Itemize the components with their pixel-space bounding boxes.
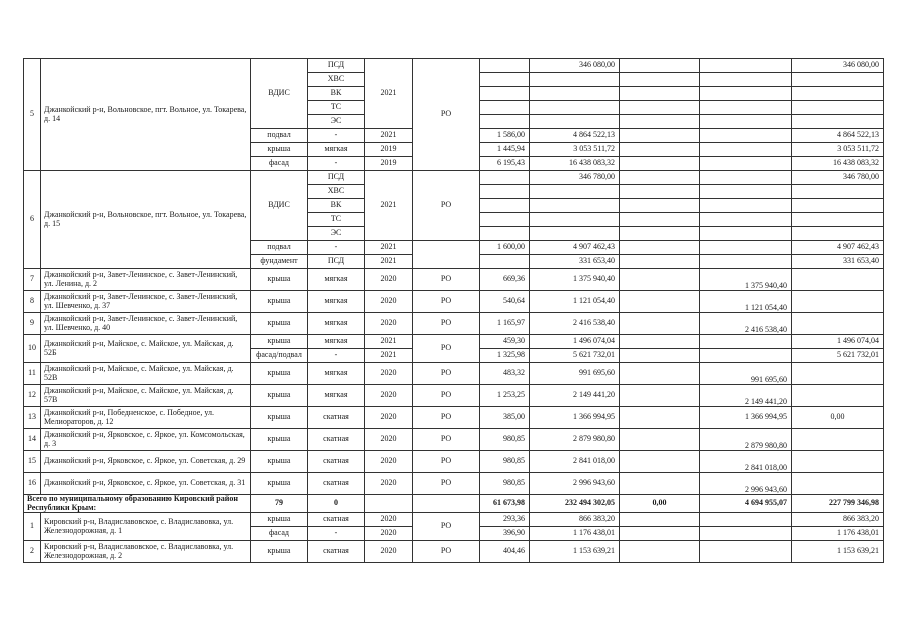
area-cell: 1 325,98 <box>480 349 530 363</box>
total-cell: 1 366 994,95 <box>530 407 620 429</box>
table-row <box>24 313 884 335</box>
col8-cell: 2 841 018,00 <box>700 451 792 473</box>
element-cell: крыша <box>251 513 308 527</box>
last-cell <box>792 385 884 407</box>
area-cell: 1 586,00 <box>480 129 530 143</box>
year-cell: 2020 <box>365 385 413 407</box>
summary-count: 79 <box>251 495 308 513</box>
row-number: 7 <box>24 269 41 291</box>
year-cell: 2020 <box>365 407 413 429</box>
subtype-cell: мягкая <box>308 363 365 385</box>
repair-program-table <box>23 58 884 563</box>
year-cell: 2020 <box>365 473 413 495</box>
table-row <box>24 335 884 349</box>
source-cell: РО <box>413 513 480 541</box>
subtype-cell: - <box>308 241 365 255</box>
address-cell: Джанкойский р-н, Ярковское, с. Яркое, ул. Советская, д. 31 <box>41 473 251 495</box>
subtype-cell: - <box>308 349 365 363</box>
element-cell: крыша <box>251 335 308 349</box>
area-cell: 669,36 <box>480 269 530 291</box>
summary-total: 232 494 302,05 <box>530 495 620 513</box>
last-cell: 4 907 462,43 <box>792 241 884 255</box>
element-cell: крыша <box>251 451 308 473</box>
total-cell: 1 176 438,01 <box>530 527 620 541</box>
last-cell: 4 864 522,13 <box>792 129 884 143</box>
source-cell: РО <box>413 363 480 385</box>
area-cell: 1 253,25 <box>480 385 530 407</box>
element-cell: подвал <box>251 129 308 143</box>
subtype-cell: скатная <box>308 541 365 563</box>
area-cell: 385,00 <box>480 407 530 429</box>
summary-col7: 0,00 <box>620 495 700 513</box>
source-cell: РО <box>413 451 480 473</box>
element-cell: ВДИС <box>251 59 308 129</box>
source-cell: РО <box>413 429 480 451</box>
year-cell: 2021 <box>365 349 413 363</box>
year-cell: 2020 <box>365 269 413 291</box>
summary-area: 61 673,98 <box>480 495 530 513</box>
subtype-cell: мягкая <box>308 291 365 313</box>
summary-row <box>24 495 884 513</box>
total-cell: 4 864 522,13 <box>530 129 620 143</box>
area-cell: 980,85 <box>480 451 530 473</box>
element-cell: крыша <box>251 363 308 385</box>
row-number: 10 <box>24 335 41 363</box>
col7-cell <box>620 59 700 73</box>
table-row <box>24 451 884 473</box>
year-cell: 2021 <box>365 241 413 255</box>
year-cell: 2020 <box>365 363 413 385</box>
subtype-cell: - <box>308 157 365 171</box>
address-cell: Джанкойский р-н, Вольновское, пгт. Вольное, ул. Токарева, д. 15 <box>41 171 251 269</box>
row-number: 14 <box>24 429 41 451</box>
address-cell: Джанкойский р-н, Майское, с. Майское, ул. Майская, д. 52В <box>41 363 251 385</box>
element-cell: крыша <box>251 385 308 407</box>
element-cell: подвал <box>251 241 308 255</box>
table-row <box>24 429 884 451</box>
subtype-cell: мягкая <box>308 143 365 157</box>
address-cell: Кировский р-н, Владиславовское, с. Владиславовка, ул. Железнодорожная, д. 1 <box>41 513 251 541</box>
subtype-cell: ХВС <box>308 185 365 199</box>
area-cell: 459,30 <box>480 335 530 349</box>
total-cell: 5 621 732,01 <box>530 349 620 363</box>
year-cell: 2020 <box>365 429 413 451</box>
total-cell: 1 121 054,40 <box>530 291 620 313</box>
col8-cell: 2 416 538,40 <box>700 313 792 335</box>
element-cell: фасад/подвал <box>251 349 308 363</box>
element-cell: фасад <box>251 157 308 171</box>
subtype-cell: скатная <box>308 429 365 451</box>
element-cell: фасад <box>251 527 308 541</box>
address-cell: Кировский р-н, Владиславовское, с. Владиславовка, ул. Железнодорожная, д. 2 <box>41 541 251 563</box>
table-row <box>24 513 884 527</box>
source-cell: РО <box>413 59 480 171</box>
last-cell: 5 621 732,01 <box>792 349 884 363</box>
subtype-cell: ТС <box>308 101 365 115</box>
last-cell <box>792 363 884 385</box>
total-cell: 1 153 639,21 <box>530 541 620 563</box>
total-cell: 2 149 441,20 <box>530 385 620 407</box>
col8-cell: 1 375 940,40 <box>700 269 792 291</box>
area-cell: 1 600,00 <box>480 241 530 255</box>
source-cell: РО <box>413 171 480 241</box>
col8-cell: 1 366 994,95 <box>700 407 792 429</box>
total-cell: 1 496 074,04 <box>530 335 620 349</box>
subtype-cell: мягкая <box>308 385 365 407</box>
address-cell: Джанкойский р-н, Вольновское, пгт. Вольное, ул. Токарева, д. 14 <box>41 59 251 171</box>
element-cell: крыша <box>251 313 308 335</box>
col8-cell: 1 121 054,40 <box>700 291 792 313</box>
source-cell: РО <box>413 269 480 291</box>
year-cell: 2019 <box>365 143 413 157</box>
subtype-cell: ПСД <box>308 59 365 73</box>
last-cell: 331 653,40 <box>792 255 884 269</box>
total-cell: 16 438 083,32 <box>530 157 620 171</box>
last-cell <box>792 429 884 451</box>
address-cell: Джанкойский р-н, Ярковское, с. Яркое, ул. Комсомольская, д. 3 <box>41 429 251 451</box>
year-cell: 2020 <box>365 513 413 527</box>
last-cell: 866 383,20 <box>792 513 884 527</box>
subtype-cell: мягкая <box>308 269 365 291</box>
row-number: 13 <box>24 407 41 429</box>
element-cell: крыша <box>251 407 308 429</box>
subtype-cell: мягкая <box>308 313 365 335</box>
subtype-cell: скатная <box>308 407 365 429</box>
subtype-cell: ПСД <box>308 171 365 185</box>
last-cell: 346 780,00 <box>792 171 884 185</box>
subtype-cell: ЭС <box>308 227 365 241</box>
year-cell: 2020 <box>365 451 413 473</box>
table-row <box>24 363 884 385</box>
area-cell: 980,85 <box>480 473 530 495</box>
table-row <box>24 407 884 429</box>
total-cell: 2 879 980,80 <box>530 429 620 451</box>
source-cell: РО <box>413 407 480 429</box>
area-cell <box>480 171 530 185</box>
table-row <box>24 269 884 291</box>
total-cell: 1 375 940,40 <box>530 269 620 291</box>
document-table-container <box>23 58 884 563</box>
summary-col8: 4 694 955,07 <box>700 495 792 513</box>
last-cell <box>792 451 884 473</box>
table-row <box>24 473 884 495</box>
source-cell: РО <box>413 541 480 563</box>
row-number: 1 <box>24 513 41 541</box>
row-number: 12 <box>24 385 41 407</box>
area-cell: 1 445,94 <box>480 143 530 157</box>
address-cell: Джанкойский р-н, Завет-Ленинское, с. Завет-Ленинский, ул. Ленина, д. 2 <box>41 269 251 291</box>
subtype-cell: скатная <box>308 513 365 527</box>
row-number: 15 <box>24 451 41 473</box>
summary-label: Всего по муниципальному образованию Кировский район Республики Крым: <box>24 495 251 513</box>
source-cell: РО <box>413 313 480 335</box>
area-cell <box>480 255 530 269</box>
table-row <box>24 385 884 407</box>
address-cell: Джанкойский р-н, Завет-Ленинское, с. Завет-Ленинский, ул. Шевченко, д. 37 <box>41 291 251 313</box>
row-number: 11 <box>24 363 41 385</box>
total-cell: 2 841 018,00 <box>530 451 620 473</box>
last-cell <box>792 313 884 335</box>
year-cell: 2021 <box>365 255 413 269</box>
element-cell: крыша <box>251 143 308 157</box>
row-number: 2 <box>24 541 41 563</box>
year-cell: 2019 <box>365 157 413 171</box>
year-cell: 2020 <box>365 313 413 335</box>
subtype-cell: скатная <box>308 473 365 495</box>
address-cell: Джанкойский р-н, Майское, с. Майское, ул. Майская, д. 57В <box>41 385 251 407</box>
source-cell: РО <box>413 473 480 495</box>
area-cell: 980,85 <box>480 429 530 451</box>
subtype-cell: ВК <box>308 87 365 101</box>
subtype-cell: ТС <box>308 213 365 227</box>
subtype-cell: мягкая <box>308 335 365 349</box>
last-cell <box>792 269 884 291</box>
source-cell: РО <box>413 335 480 363</box>
col8-cell <box>700 59 792 73</box>
total-cell: 346 780,00 <box>530 171 620 185</box>
subtype-cell: - <box>308 527 365 541</box>
year-cell: 2021 <box>365 59 413 129</box>
col8-cell: 991 695,60 <box>700 363 792 385</box>
last-cell <box>792 473 884 495</box>
total-cell: 2 416 538,40 <box>530 313 620 335</box>
element-cell: ВДИС <box>251 171 308 241</box>
total-cell: 991 695,60 <box>530 363 620 385</box>
row-number: 8 <box>24 291 41 313</box>
subtype-cell: ВК <box>308 199 365 213</box>
subtype-cell: ЭС <box>308 115 365 129</box>
table-row <box>24 59 884 73</box>
area-cell <box>480 59 530 73</box>
last-cell: 346 080,00 <box>792 59 884 73</box>
element-cell: крыша <box>251 541 308 563</box>
source-cell: РО <box>413 291 480 313</box>
row-number: 6 <box>24 171 41 269</box>
area-cell: 293,36 <box>480 513 530 527</box>
total-cell: 346 080,00 <box>530 59 620 73</box>
year-cell: 2021 <box>365 171 413 241</box>
last-cell <box>792 291 884 313</box>
col8-cell: 2 149 441,20 <box>700 385 792 407</box>
year-cell: 2020 <box>365 541 413 563</box>
year-cell: 2020 <box>365 291 413 313</box>
element-cell: крыша <box>251 429 308 451</box>
element-cell: крыша <box>251 269 308 291</box>
col8-cell: 2 996 943,60 <box>700 473 792 495</box>
year-cell: 2020 <box>365 527 413 541</box>
area-cell: 404,46 <box>480 541 530 563</box>
area-cell: 483,32 <box>480 363 530 385</box>
summary-zero: 0 <box>308 495 365 513</box>
last-cell: 1 496 074,04 <box>792 335 884 349</box>
last-cell: 1 176 438,01 <box>792 527 884 541</box>
last-cell: 3 053 511,72 <box>792 143 884 157</box>
row-number: 16 <box>24 473 41 495</box>
subtype-cell: ПСД <box>308 255 365 269</box>
row-number: 9 <box>24 313 41 335</box>
area-cell: 6 195,43 <box>480 157 530 171</box>
total-cell: 3 053 511,72 <box>530 143 620 157</box>
address-cell: Джанкойский р-н, Завет-Ленинское, с. Завет-Ленинский, ул. Шевченко, д. 40 <box>41 313 251 335</box>
table-row <box>24 171 884 185</box>
summary-last: 227 799 346,98 <box>792 495 884 513</box>
total-cell: 866 383,20 <box>530 513 620 527</box>
total-cell: 331 653,40 <box>530 255 620 269</box>
last-cell: 1 153 639,21 <box>792 541 884 563</box>
last-cell: 0,00 <box>792 407 884 429</box>
subtype-cell: скатная <box>308 451 365 473</box>
source-cell: РО <box>413 385 480 407</box>
address-cell: Джанкойский р-н, Майское, с. Майское, ул. Майская, д. 52Б <box>41 335 251 363</box>
col8-cell: 2 879 980,80 <box>700 429 792 451</box>
last-cell: 16 438 083,32 <box>792 157 884 171</box>
subtype-cell: ХВС <box>308 73 365 87</box>
total-cell: 4 907 462,43 <box>530 241 620 255</box>
year-cell: 2021 <box>365 129 413 143</box>
row-number: 5 <box>24 59 41 171</box>
area-cell: 1 165,97 <box>480 313 530 335</box>
element-cell: крыша <box>251 291 308 313</box>
table-row <box>24 291 884 313</box>
address-cell: Джанкойский р-н, Ярковское, с. Яркое, ул. Советская, д. 29 <box>41 451 251 473</box>
area-cell: 540,64 <box>480 291 530 313</box>
element-cell: фундамент <box>251 255 308 269</box>
total-cell: 2 996 943,60 <box>530 473 620 495</box>
address-cell: Джанкойский р-н, Победненское, с. Победное, ул. Мелиораторов, д. 12 <box>41 407 251 429</box>
area-cell: 396,90 <box>480 527 530 541</box>
element-cell: крыша <box>251 473 308 495</box>
year-cell: 2021 <box>365 335 413 349</box>
subtype-cell: - <box>308 129 365 143</box>
table-row <box>24 541 884 563</box>
